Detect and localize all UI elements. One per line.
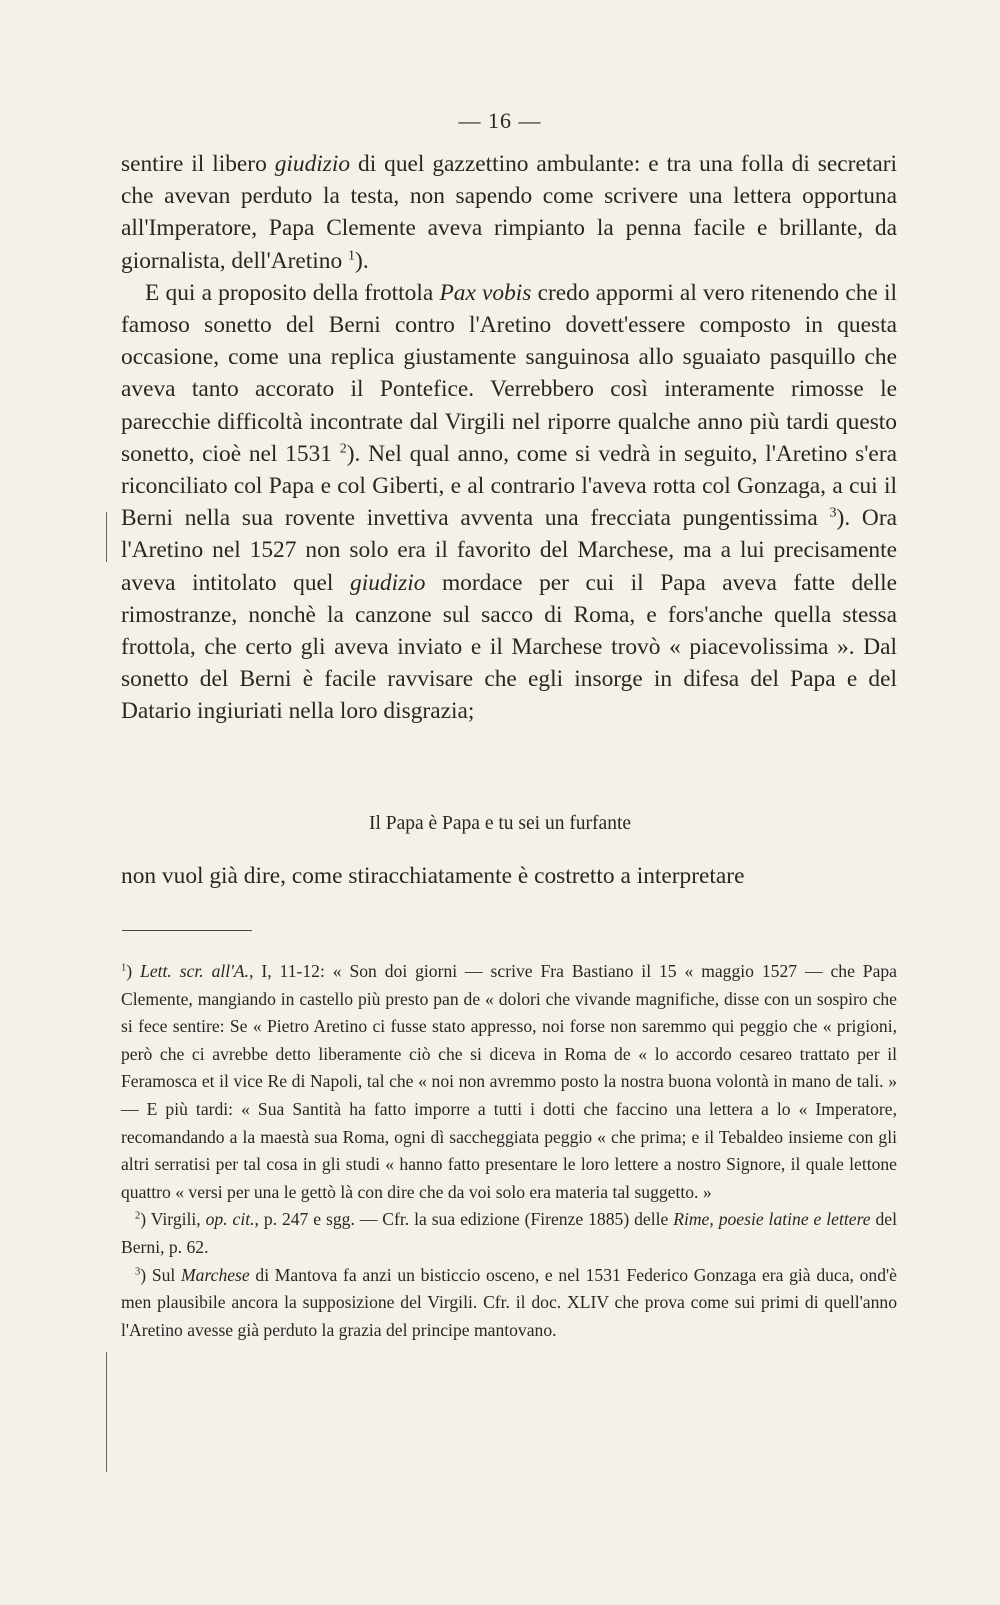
text-run: sentire il libero [121, 151, 275, 177]
italic-term: Marchese [181, 1264, 250, 1285]
text-run: , I, 11-12: « Son doi giorni — scrive Fra Bastiano il 15 « maggio 1527 — che Papa Clemente, mangiando in castello più presto pan de « dolori che vivande magnifiche, disse con un sospiro che si fece sentire: Se « Pietro Aretino ci fusse stato appresso, noi forse non saremmo qui peggio che « prigioni, però che ci avrebbe detto liberamente ciò che si diceva in Roma de « lo accordo cesareo trattato per il Feramosca et il vice Re di Napoli, tal che « noi non avremmo posto la nostra buona volontà in mano de tali. » — E più tardi: « Sua Santità ha fatto imporre a tutti i dotti che faccino una lettera a lo « Imperatore, recomandando a la maestà sua Roma, ogni dì saccheggiata peggio « che prima; e il Tebaldeo insieme con gli altri serratisi per tal cosa in gli studi « hanno fatto presentare le loro lettere a nostro Signore, il quale lettone quattro « versi per una le gettò là con dire che da voi solo era materia tal suggetto. » [121, 961, 897, 1202]
italic-title: Rime, poesie latine e lettere [673, 1209, 871, 1230]
text-run: ) Virgili, [140, 1209, 206, 1230]
footnote-3 [121, 1262, 897, 1345]
text-run: ). Ora l'Aretino nel 1527 non solo era il favorito del Marchese, ma a lui precisamente aveva intitolato quel [121, 505, 897, 596]
text-run: E qui a proposito della frottola [145, 279, 440, 306]
italic-term: giudizio [350, 569, 426, 596]
margin-pencil-mark [106, 512, 107, 562]
main-text [121, 148, 897, 728]
text-run: credo appormi al vero ritenendo che il famoso sonetto del Berni contro l'Aretino dovett'essere composto in questa occasione, come una replica giustamente sanguinosa allo sguaiato pasquillo che aveva tanto accorato il Pontefice. Verrebbero così interamente rimosse le parecchie difficoltà incontrate dal Virgili nel riporre qualche anno più tardi questo sonetto, cioè nel 1531 [121, 279, 897, 467]
paragraph-2 [121, 277, 897, 728]
page-number-header: — 16 — [458, 108, 542, 133]
italic-term: giudizio [274, 151, 351, 177]
text-run: ). [355, 247, 369, 274]
footnote-ref-3: 3 [829, 504, 837, 521]
footnote-1 [121, 958, 897, 1206]
footnote-marker: 1 [121, 962, 127, 974]
footnote-ref-2: 2 [339, 440, 347, 457]
italic-title: Pax vobis [439, 279, 532, 306]
text-run: ) [126, 961, 141, 981]
footnote-marker: 2 [135, 1211, 141, 1223]
text-run: ). Nel qual anno, come si vedrà in seguito, l'Aretino s'era riconciliato col Papa e col Giberti, e al contrario l'aveva rotta col Gonzaga, a cui il Berni nella sua rovente invettiva avventa una frecciata pungentissima [121, 440, 897, 532]
text-run: mordace per cui il Papa aveva fatte delle rimostranze, nonchè la canzone sul sacco di Roma, e fors'anche quella stessa frottola, che certo gli aveva inviato e il Marchese trovò « piacevolissima ». Dal sonetto del Berni è facile ravvisare che egli insorge in difesa del Papa e del Datario ingiuriati nella loro disgrazia; [121, 569, 897, 725]
margin-pencil-mark [106, 1352, 107, 1472]
footnotes [121, 958, 897, 1344]
footnote-marker: 3 [135, 1266, 141, 1278]
paragraph-continuation: non vuol già dire, come stiracchiatamente è costretto a interpretare [121, 863, 745, 889]
text-run: ) Sul [140, 1264, 181, 1285]
text-run: di Mantova fa anzi un bisticcio osceno, e nel 1531 Federico Gonzaga era già duca, ond'è men plausibile ancora la supposizione del Virgili. Cfr. il doc. XLIV che prova come sui primi di quell'anno l'Aretino avesse già perduto la grazia del principe mantovano. [121, 1264, 897, 1340]
footnote-divider [122, 930, 252, 931]
italic-citation: op. cit. [205, 1209, 255, 1230]
footnote-ref-1: 1 [348, 247, 356, 264]
text-run: di quel gazzettino ambulante: e tra una folla di secretari che avevan perduto la testa, non sapendo come scrivere una lettera opportuna all'Imperatore, Papa Clemente aveva rimpianto la penna facile e brillante, da giornalista, dell'Aretino [121, 151, 897, 274]
footnote-2 [121, 1206, 897, 1261]
text-run: del Berni, p. 62. [121, 1209, 897, 1257]
paragraph-1 [121, 148, 897, 277]
quoted-verse: Il Papa è Papa e tu sei un furfante [368, 813, 632, 834]
text-run: , p. 247 e sgg. — Cfr. la sua edizione (Firenze 1885) delle [254, 1209, 674, 1230]
italic-citation: Lett. scr. all'A. [140, 961, 250, 981]
